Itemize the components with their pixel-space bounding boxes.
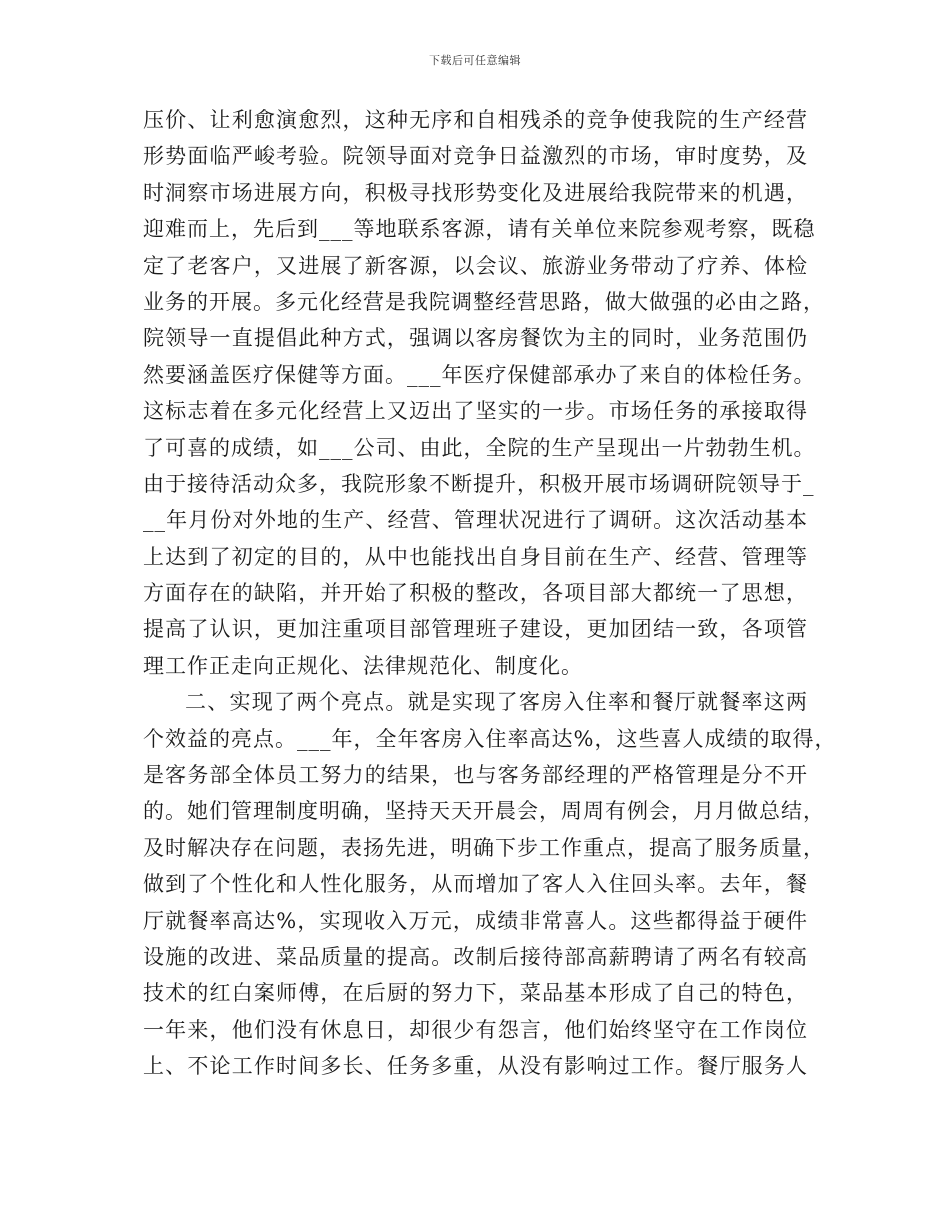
paragraph-start-line: 二、实现了两个亮点。就是实现了客房入住率和餐厅就餐率这两 — [185, 690, 808, 715]
text-line: 定了老客户，又进展了新客源，以会议、旅游业务带动了疗养、体检 — [143, 253, 808, 278]
text-line: 时洞察市场进展方向，积极寻找形势变化及进展给我院带来的机遇， — [143, 180, 808, 205]
text-line: 这标志着在多元化经营上又迈出了坚实的一步。市场任务的承接取得 — [143, 399, 808, 424]
text-line: 厅就餐率高达%，实现收入万元，成绩非常喜人。这些都得益于硬件 — [143, 908, 808, 933]
text-line: 然要涵盖医疗保健等方面。___年医疗保健部承办了来自的体检任务。 — [143, 362, 816, 387]
text-line: 是客务部全体员工努力的结果，也与客务部经理的严格管理是分不开 — [143, 763, 808, 788]
text-line: __年月份对外地的生产、经营、管理状况进行了调研。这次活动基本 — [143, 508, 808, 533]
text-line: 及时解决存在问题，表扬先进，明确下步工作重点，提高了服务质量， — [143, 835, 825, 860]
text-line: 院领导一直提倡此种方式，强调以客房餐饮为主的同时，业务范围仍 — [143, 326, 808, 351]
text-line: 做到了个性化和人性化服务，从而增加了客人入住回头率。去年，餐 — [143, 872, 808, 897]
text-line: 一年来，他们没有休息日，却很少有怨言，他们始终坚守在工作岗位 — [143, 1017, 808, 1042]
text-line: 由于接待活动众多，我院形象不断提升，积极开展市场调研院领导于_ — [143, 471, 815, 496]
text-line: 方面存在的缺陷，并开始了积极的整改，各项目部大都统一了思想， — [143, 581, 808, 606]
text-line: 技术的红白案师傅，在后厨的努力下，菜品基本形成了自己的特色， — [143, 981, 808, 1006]
text-line: 上、不论工作时间多长、任务多重，从没有影响过工作。餐厅服务人 — [143, 1054, 808, 1079]
document-body — [143, 102, 837, 1085]
text-line: 压价、让利愈演愈烈，这种无序和自相残杀的竞争使我院的生产经营 — [143, 108, 808, 132]
page-header-note: 下载后可任意编辑 — [429, 54, 521, 67]
text-line: 的。她们管理制度明确，坚持天天开晨会，周周有例会，月月做总结， — [143, 799, 825, 824]
text-line: 设施的改进、菜品质量的提高。改制后接待部高薪聘请了两名有较高 — [143, 944, 808, 969]
text-line: 提高了认识，更加注重项目部管理班子建设，更加团结一致，各项管 — [143, 617, 808, 642]
text-line: 迎难而上，先后到___等地联系客源，请有关单位来院参观考察，既稳 — [143, 217, 816, 242]
text-line: 理工作正走向正规化、法律规范化、制度化。 — [143, 653, 583, 678]
text-line: 个效益的亮点。___年，全年客房入住率高达%，这些喜人成绩的取得， — [143, 726, 837, 751]
text-line: 上达到了初定的目的，从中也能找出自身目前在生产、经营、管理等 — [143, 544, 808, 569]
text-line: 业务的开展。多元化经营是我院调整经营思路，做大做强的必由之路， — [143, 289, 825, 314]
text-line: 了可喜的成绩，如___公司、由此，全院的生产呈现出一片勃勃生机。 — [143, 435, 816, 460]
text-line: 形势面临严峻考验。院领导面对竞争日益激烈的市场，审时度势，及 — [143, 144, 808, 169]
